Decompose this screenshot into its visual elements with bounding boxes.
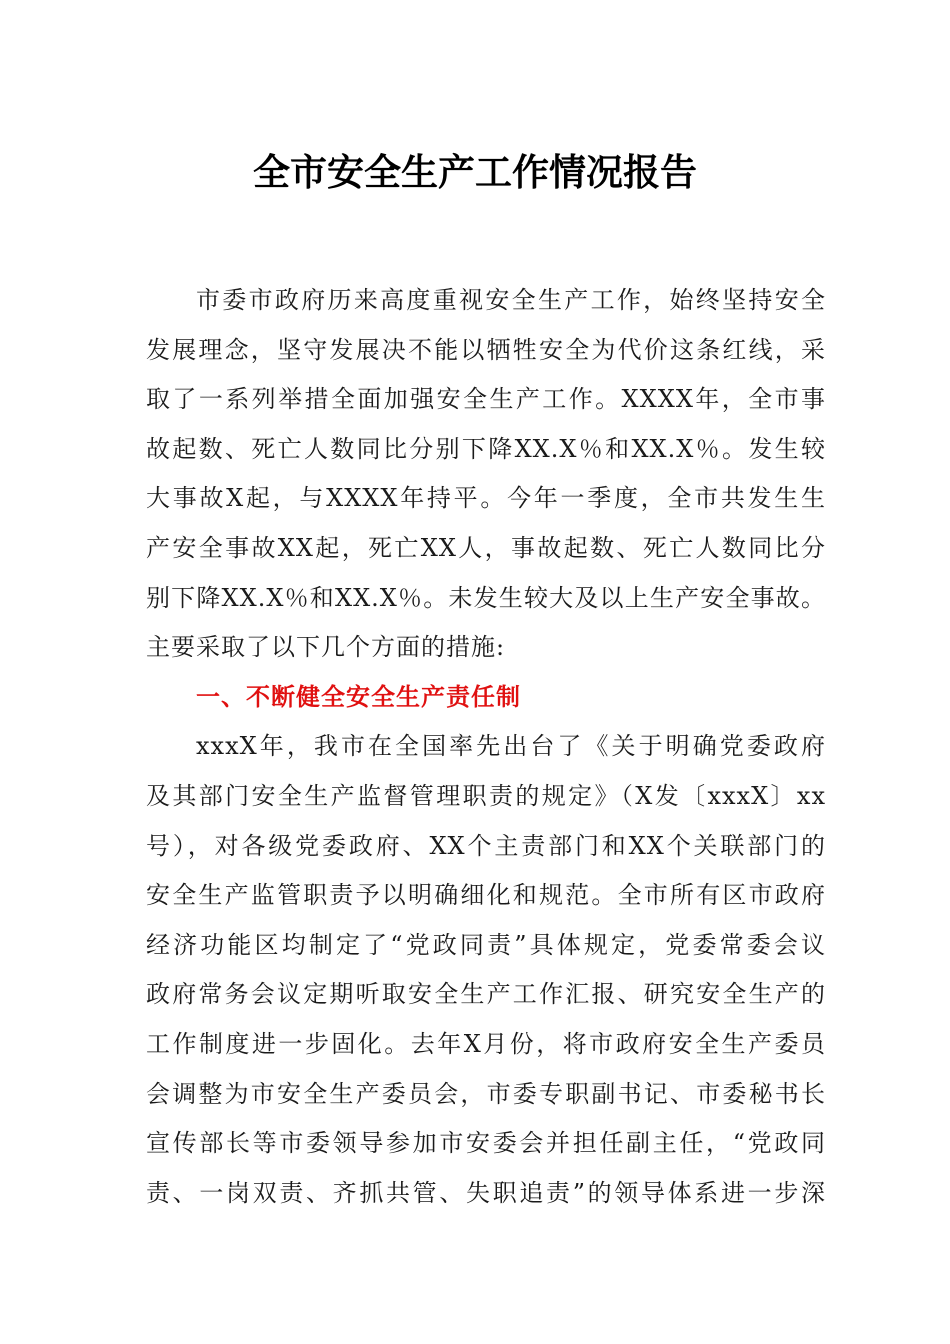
paragraph-line: 经济功能区均制定了“党政同责”具体规定，党委常委会议 [146,930,826,959]
paragraph-line: xxxX年，我市在全国率先出台了《关于明确党委政府 [196,732,826,761]
paragraph-line: 别下降XX.X％和XX.X％。未发生较大及以上生产安全事故。 [146,583,826,612]
paragraph-line: 责、一岗双责、齐抓共管、失职追责”的领导体系进一步深 [146,1178,826,1207]
paragraph-line: 宣传部长等市委领导参加市安委会并担任副主任，“党政同 [146,1129,826,1158]
paragraph-line: 及其部门安全生产监督管理职责的规定》（X发〔xxxX〕xx [146,781,826,810]
paragraph-line: 号），对各级党委政府、XX个主责部门和XX个关联部门的 [146,831,826,860]
paragraph-line: 取了一系列举措全面加强安全生产工作。XXXX年，全市事 [146,385,826,414]
paragraph-line: 工作制度进一步固化。去年X月份，将市政府安全生产委员 [146,1029,826,1058]
paragraph-line: 发展理念，坚守发展决不能以牺牲安全为代价这条红线，采 [146,335,826,364]
paragraph-line: 产安全事故XX起，死亡XX人，事故起数、死亡人数同比分 [146,533,826,562]
section-heading: 一、不断健全安全生产责任制 [196,682,521,711]
paragraph-line: 政府常务会议定期听取安全生产工作汇报、研究安全生产的 [146,980,826,1009]
paragraph-line: 故起数、死亡人数同比分别下降XX.X％和XX.X％。发生较 [146,434,826,463]
paragraph-line: 市委市政府历来高度重视安全生产工作，始终坚持安全 [196,286,826,314]
paragraph-line: 安全生产监管职责予以明确细化和规范。全市所有区市政府 [146,881,826,910]
paragraph-line: 主要采取了以下几个方面的措施: [146,633,506,662]
document-body [146,276,826,1218]
paragraph-line: 会调整为市安全生产委员会，市委专职副书记、市委秘书长 [146,1079,826,1108]
paragraph-line: 大事故X起，与XXXX年持平。今年一季度，全市共发生生 [146,484,826,513]
document-title: 全市安全生产工作情况报告 [253,150,697,194]
